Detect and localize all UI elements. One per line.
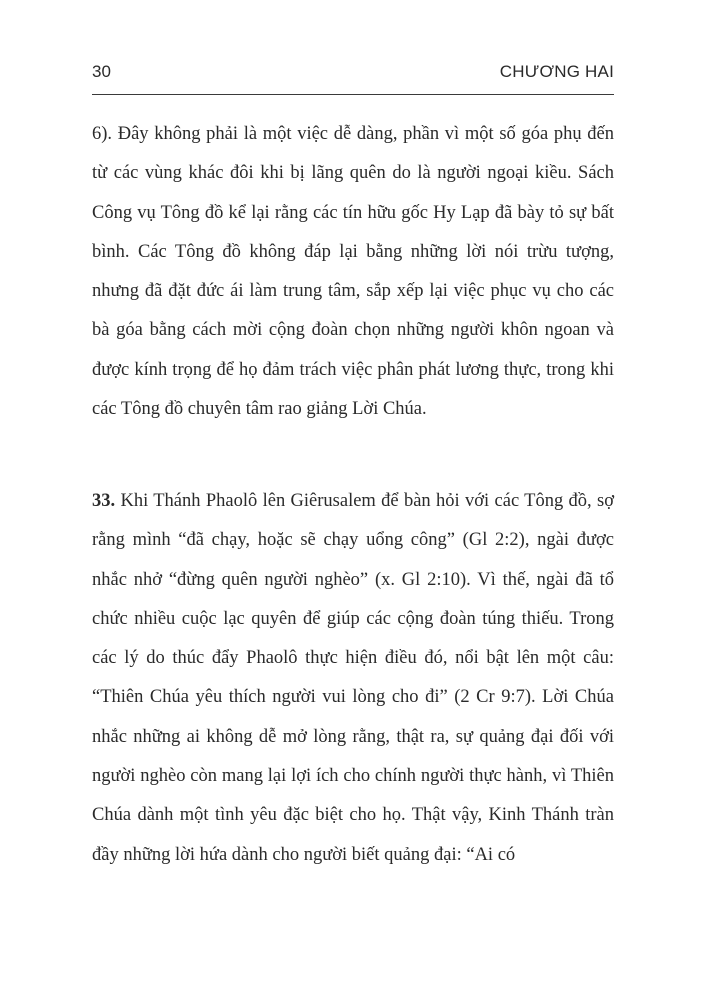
paragraph-33 bbox=[92, 482, 614, 875]
page-number: 30 bbox=[92, 62, 111, 81]
header-divider bbox=[92, 94, 614, 95]
paragraph-continued bbox=[92, 115, 614, 429]
paragraph-number: 33. bbox=[92, 491, 116, 511]
paragraph-text: 6). Đây không phải là một việc dễ dàng, phần vì một số góa phụ đến từ các vùng khác đôi khi bị lãng quên do là người ngoại kiều. Sách Công vụ Tông đồ kể lại rằng các tín hữu gốc Hy Lạp đã bày tỏ sự bất bình. Các Tông đồ không đáp lại bằng những lời nói trừu tượng, nhưng đã đặt đức ái làm trung tâm, sắp xếp lại việc phục vụ cho các bà góa bằng cách mời cộng đoàn chọn những người khôn ngoan và được kính trọng để họ đảm trách việc phân phát lương thực, trong khi các Tông đồ chuyên tâm rao giảng Lời Chúa. bbox=[92, 124, 614, 420]
chapter-title: CHƯƠNG HAI bbox=[499, 62, 614, 81]
paragraph-text: Khi Thánh Phaolô lên Giêrusalem để bàn hỏi với các Tông đồ, sợ rằng mình “đã chạy, hoặc sẽ chạy uổng công” (Gl 2:2), ngài được nhắc nhở “đừng quên người nghèo” (x. Gl 2:10). Vì thế, ngài đã tổ chức nhiều cuộc lạc quyên để giúp các cộng đoàn túng thiếu. Trong các lý do thúc đẩy Phaolô thực hiện điều đó, nổi bật lên một câu: “Thiên Chúa yêu thích người vui lòng cho đi” (2 Cr 9:7). Lời Chúa nhắc những ai không dễ mở lòng rằng, thật ra, sự quảng đại đối với người nghèo còn mang lại lợi ích cho chính người thực hành, vì Thiên Chúa dành một tình yêu đặc biệt cho họ. Thật vậy, Kinh Thánh tràn đầy những lời hứa dành cho người biết quảng đại: “Ai có bbox=[92, 491, 615, 865]
running-header bbox=[92, 62, 614, 88]
